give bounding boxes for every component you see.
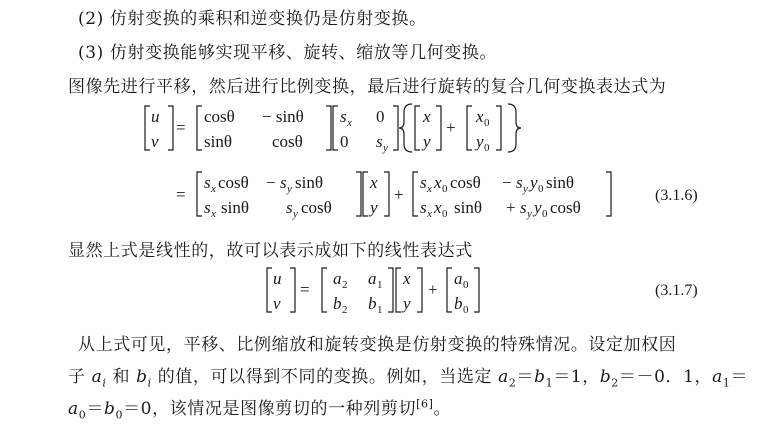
equals-1: = <box>176 118 186 137</box>
svg-text:1: 1 <box>377 304 383 316</box>
r2-12: sinθ <box>295 173 323 192</box>
svg-text:0: 0 <box>542 208 548 220</box>
svg-text:y: y <box>287 183 292 195</box>
vec-x0-sub: 0 <box>484 117 490 129</box>
svg-text:x: x <box>211 208 216 220</box>
citation-ref: [6] <box>416 397 434 411</box>
sc-11-sub: x <box>347 117 352 129</box>
svg-text:y: y <box>523 183 528 195</box>
plus-1: + <box>446 118 456 137</box>
plus-2: + <box>394 185 404 204</box>
eq317-b1: b <box>368 294 377 313</box>
r2-v1b: sinθ <box>546 173 574 192</box>
r2-v1a: cosθ <box>450 173 481 192</box>
svg-text:0: 0 <box>463 304 469 316</box>
eq317-a1: a <box>368 269 377 288</box>
svg-text:s: s <box>280 173 287 192</box>
svg-text:y: y <box>403 294 411 313</box>
equation-3-1-7 <box>267 268 698 316</box>
svg-text:s: s <box>204 198 211 217</box>
equals-2: = <box>176 185 186 204</box>
lhs-v: v <box>151 132 159 151</box>
svg-text:s: s <box>420 173 427 192</box>
sc-21: 0 <box>340 132 349 151</box>
svg-text:s: s <box>520 198 527 217</box>
r2-22: cosθ <box>301 198 332 217</box>
linear-sentence: 显然上式是线性的，故可以表示成如下的线性表达式 <box>68 241 473 261</box>
svg-text:−: − <box>266 173 276 192</box>
eq317-u: u <box>273 269 282 288</box>
eq317-b0: b <box>454 294 463 313</box>
vec-x0: x <box>476 107 484 126</box>
svg-text:2: 2 <box>342 304 348 316</box>
vec-y: y <box>423 132 431 151</box>
svg-text:2: 2 <box>342 279 348 291</box>
vec-x: x <box>423 107 431 126</box>
rot-12: − sinθ <box>262 107 304 126</box>
sc-12: 0 <box>376 107 385 126</box>
r2-v2b: cosθ <box>550 198 581 217</box>
rot-21: sinθ <box>204 132 232 151</box>
vec-y0: y <box>476 132 484 151</box>
svg-text:y: y <box>370 198 378 217</box>
eq317-b2: b <box>333 294 342 313</box>
intro-sentence: 图像先进行平移，然后进行比例变换，最后进行旋转的复合几何变换表达式为 <box>68 77 667 97</box>
vec-y0-sub: 0 <box>484 142 490 154</box>
eq317-v: v <box>273 294 281 313</box>
svg-text:y: y <box>534 198 542 217</box>
svg-text:y: y <box>527 208 532 220</box>
svg-text:0: 0 <box>442 208 448 220</box>
eq317-a2: a <box>333 269 342 288</box>
svg-text:x: x <box>427 208 432 220</box>
svg-text:x: x <box>403 269 411 288</box>
svg-text:x: x <box>434 173 442 192</box>
r2-11: cosθ <box>218 173 249 192</box>
svg-text:x: x <box>370 173 378 192</box>
svg-text:0: 0 <box>442 183 448 195</box>
svg-text:+: + <box>428 280 438 299</box>
rot-11: cosθ <box>204 107 235 126</box>
svg-text:1: 1 <box>377 279 383 291</box>
sc-22: s <box>376 132 383 151</box>
item-2-text: (2) 仿射变换的乘积和逆变换仍是仿射变换。 <box>78 9 427 29</box>
conclusion-line-1: 从上式可见，平移、比例缩放和旋转变换是仿射变换的特殊情况。设定加权因 <box>78 335 677 355</box>
svg-text:x: x <box>434 198 442 217</box>
sc-22-sub: y <box>383 142 388 154</box>
svg-text:=: = <box>300 280 310 299</box>
svg-text:s: s <box>286 198 293 217</box>
svg-text:s: s <box>204 173 211 192</box>
svg-text:y: y <box>530 173 538 192</box>
eq-number-317: (3.1.7) <box>655 282 698 299</box>
svg-text:+: + <box>506 198 516 217</box>
svg-text:y: y <box>293 208 298 220</box>
svg-text:x: x <box>427 183 432 195</box>
item-3-text: (3) 仿射变换能够实现平移、旋转、缩放等几何变换。 <box>78 43 498 63</box>
svg-text:0: 0 <box>538 183 544 195</box>
sc-11: s <box>340 107 347 126</box>
r2-v2a: sinθ <box>454 198 482 217</box>
svg-text:s: s <box>516 173 523 192</box>
eq-number-316: (3.1.6) <box>655 187 698 204</box>
conclusion-line-3: $a_0=b_0=0$，该情况是图像剪切的一种列剪切[6]。 <box>68 397 452 422</box>
svg-text:−: − <box>502 173 512 192</box>
svg-text:s: s <box>420 198 427 217</box>
svg-text:0: 0 <box>463 279 469 291</box>
lhs-u: u <box>151 107 160 126</box>
eq317-a0: a <box>454 269 463 288</box>
r2-21: sinθ <box>221 198 249 217</box>
conclusion-line-2: 子 $a_i$ 和 $b_i$ 的值，可以得到不同的变换。例如，当选定 $a_2=b_1=1$，$b_2=-0$．1，$a_1=$ <box>68 367 749 390</box>
rot-22: cosθ <box>272 132 303 151</box>
svg-text:x: x <box>211 183 216 195</box>
